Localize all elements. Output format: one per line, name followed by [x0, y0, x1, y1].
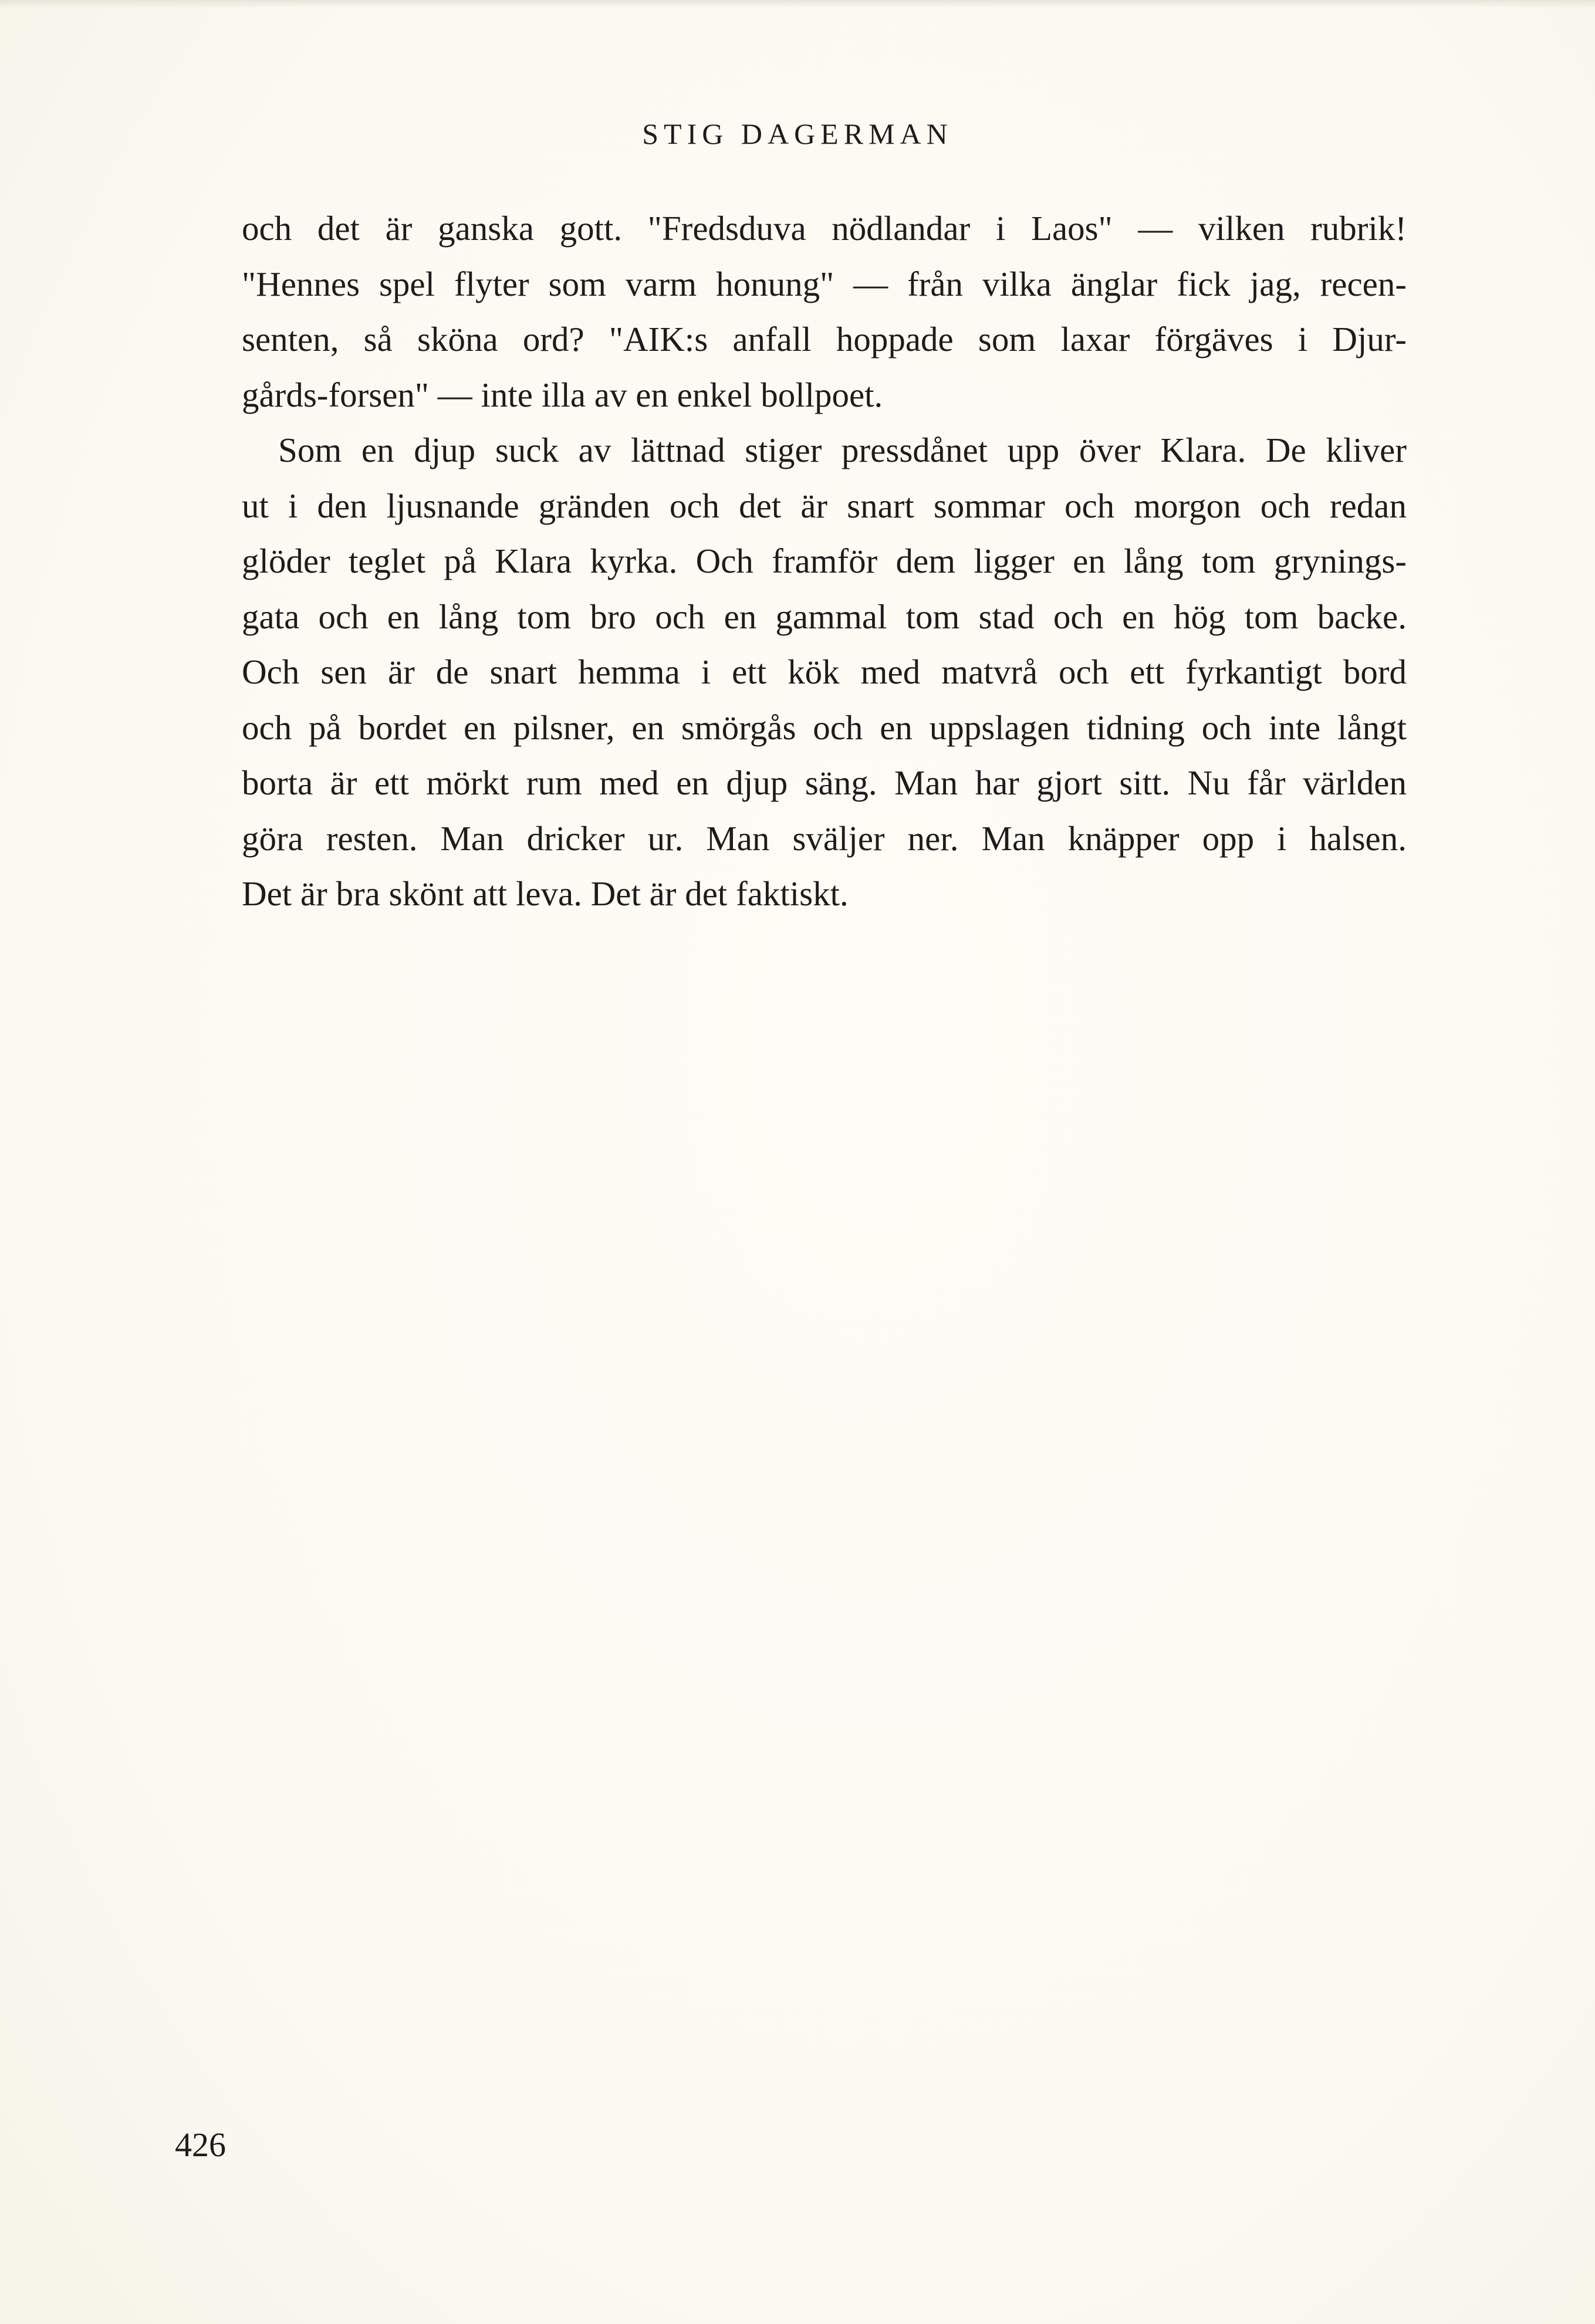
text-line: glöder teglet på Klara kyrka. Och framför dem ligger en lång tom grynings- [242, 542, 1407, 580]
text-line: borta är ett mörkt rum med en djup säng. Man har gjort sitt. Nu får världen [242, 763, 1407, 802]
text-line: Som en djup suck av lättnad stiger pressdånet upp över Klara. De kliver [278, 431, 1407, 469]
body-text [242, 201, 1407, 922]
text-line: Det är bra skönt att leva. Det är det faktiskt. [242, 874, 849, 913]
text-line: göra resten. Man dricker ur. Man sväljer ner. Man knäpper opp i halsen. [242, 818, 1407, 858]
text-line: och det är ganska gott. "Fredsduva nödlandar i Laos" — vilken rubrik! [242, 209, 1407, 248]
text-line: Och sen är de snart hemma i ett kök med matvrå och ett fyrkantigt bord [242, 652, 1407, 691]
running-head: STIG DAGERMAN [642, 117, 953, 150]
text-line: "Hennes spel flyter som varm honung" — från vilka änglar fick jag, recen- [242, 264, 1407, 303]
text-line: ut i den ljusnande gränden och det är snart sommar och morgon och redan [242, 486, 1407, 525]
text-line: gata och en lång tom bro och en gammal tom stad och en hög tom backe. [242, 597, 1407, 636]
text-line: och på bordet en pilsner, en smörgås och en uppslagen tidning och inte långt [242, 708, 1407, 747]
page-number: 426 [175, 2126, 226, 2164]
text-line: gårds-forsen" — inte illa av en enkel bollpoet. [242, 375, 883, 414]
text-line: senten, så sköna ord? "AIK:s anfall hoppade som laxar förgäves i Djur- [242, 320, 1407, 358]
page-top-edge [0, 0, 1595, 8]
